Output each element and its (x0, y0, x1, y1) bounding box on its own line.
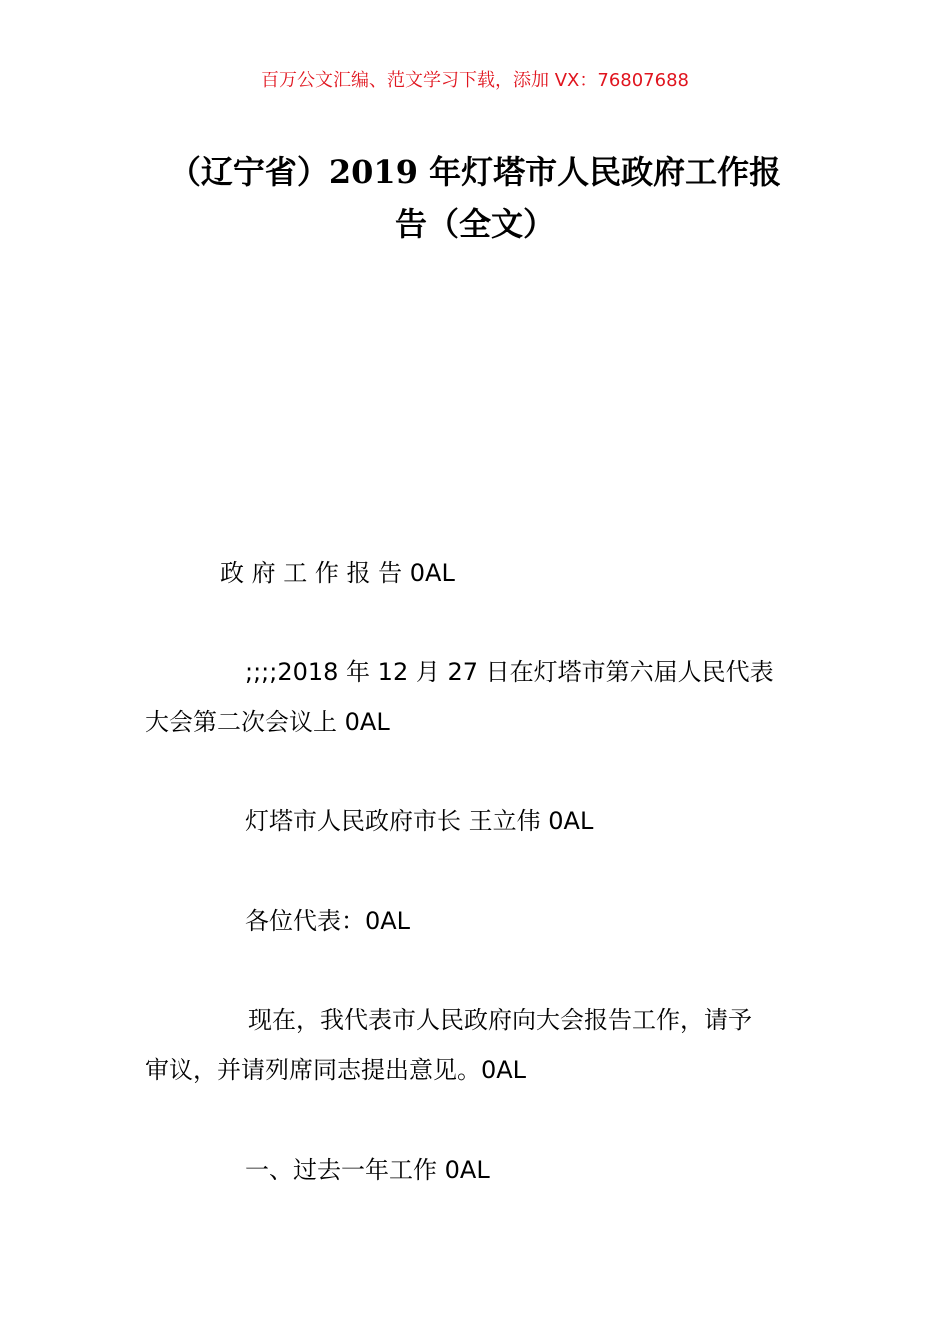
section-heading-past-year: 一、过去一年工作 0AL (245, 1156, 490, 1184)
report-subtitle: 政 府 工 作 报 告 0AL (220, 559, 455, 587)
intro-paragraph-line2: 审议，并请列席同志提出意见。0AL (145, 1056, 527, 1084)
promo-header: 百万公文汇编、范文学习下载，添加 VX：76807688 (261, 70, 689, 91)
document-title (140, 146, 810, 250)
document-title-line2: 告（全文） (394, 205, 555, 243)
speaker-line: 灯塔市人民政府市长 王立伟 0AL (245, 807, 594, 835)
intro-paragraph-line1: 现在，我代表市人民政府向大会报告工作，请予 (248, 1006, 752, 1034)
document-title-line1: （辽宁省）2019 年灯塔市人民政府工作报 (168, 153, 782, 191)
salutation-line: 各位代表：0AL (245, 907, 411, 935)
meeting-info-line2: 大会第二次会议上 0AL (145, 708, 390, 736)
meeting-info-line1: ;;;;2018 年 12 月 27 日在灯塔市第六届人民代表 (245, 658, 774, 686)
